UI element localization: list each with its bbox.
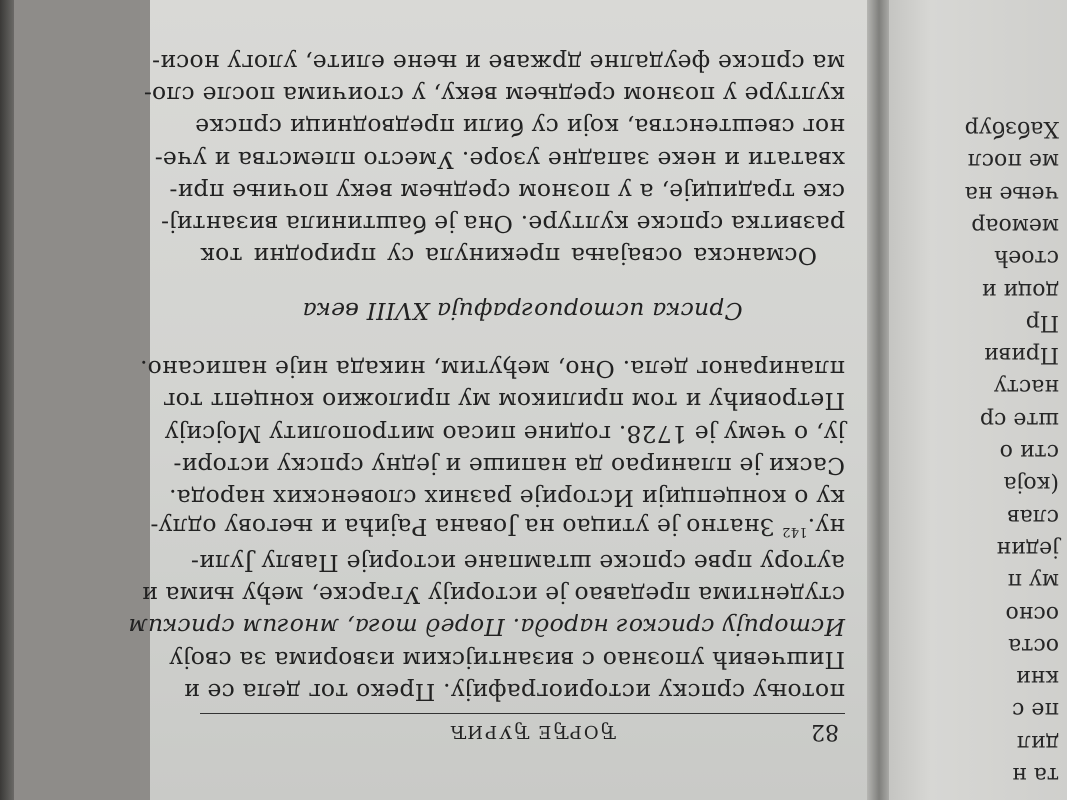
facing-line: Хабзбур [964,116,1059,142]
text-line: ске традиције, а у позном средњем веку почиње при- [169,177,845,206]
facing-line: кни [1015,665,1059,691]
facing-line: осно [1005,600,1059,626]
facing-line: слав [1007,503,1059,529]
text-line: Османска освајања прекинула су природни ток [200,242,817,271]
body-text [128,46,845,708]
facing-line: оста [1008,632,1059,658]
text-line: хватати и неке западне узоре. Уместо племства и уче- [154,145,845,174]
text-line: ку о концепцији Историје разних словенских народа. [168,484,845,513]
footnote-ref: 142 [782,523,808,539]
text-line: планираног дела. Оно, међутим, никада није написано. [139,355,845,384]
facing-line: једин [996,535,1059,561]
text-line: ног свештенства, који су били предводници српске [195,113,845,142]
facing-line: стоећ [994,245,1059,271]
page-number: 82 [811,719,839,744]
text-line: ма српске феудалне државе и њене елите, улогу носи- [151,48,845,77]
text-line: Саски је планирао да напише и једну српску истори- [173,451,845,480]
section-title: Српска историографија XVIII века [302,296,743,325]
text-line-with-footnote [150,512,845,546]
facing-line: Пр [1025,309,1059,335]
text-line: Петровићу и том приликом му приложио концепт тог [162,387,845,416]
facing-line: Приви [984,342,1059,368]
text-line: потоњу српску историографију. Преко тог дела се и [183,678,845,706]
facing-page-text [964,0,1067,800]
facing-line: (која [1003,471,1059,497]
facing-line: пе с [1012,697,1059,723]
text-line: ју, о чему је 1728. године писао митрополиту Мојсију [164,419,845,448]
text-line: студентима предавао је историју Угарске, међу њима и [141,581,845,610]
facing-line: чење на [964,180,1059,206]
text-line: аутору прве српске штампане историје Павлу Јули- [190,548,845,577]
facing-line: ме посл [967,148,1059,174]
text-line: развитка српске културе. Она је баштинила византиј- [160,210,845,239]
facing-line: доци и [981,277,1059,303]
text-line: Пишчевић упознао с византијским изворима за своју [169,645,845,674]
facing-line: ште ср [979,406,1059,432]
facing-line: насту [993,374,1059,400]
facing-line: му п [1007,568,1059,594]
text-line: културе у позном средњем веку, у стоичима после сло- [143,80,845,109]
text-line: Историју српског народа. Поред тога, многим српским [128,613,845,642]
line-start: ну. [807,512,845,541]
running-head: ЂОРЂЕ ЂУРИЋ [447,721,615,742]
facing-line: мемоар [971,212,1059,238]
page-header [200,713,845,744]
facing-line: та н [1012,762,1059,787]
facing-line: дил [1016,729,1059,755]
facing-line: сти о [999,439,1059,465]
line-rest: Знатно је утицао на Јована Рајића и његову одлу- [150,512,775,541]
